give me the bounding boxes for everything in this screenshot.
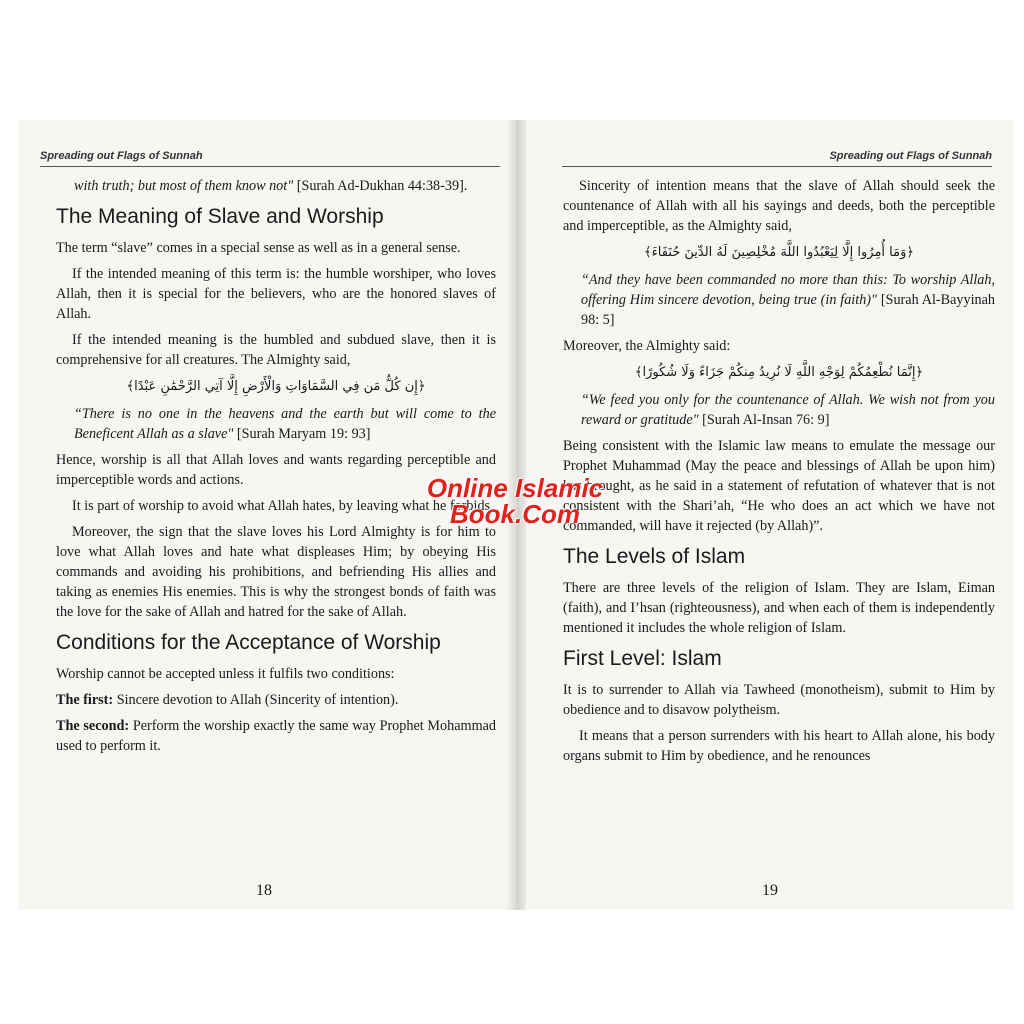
intro-reference: [Surah Ad-Dukhan 44:38-39]. (293, 178, 468, 194)
paragraph: Hence, worship is all that Allah loves and wants regarding perceptible and imperceptible words and actions. (56, 452, 496, 488)
paragraph: There are three levels of the religion of Islam. They are Islam, Eiman (faith), and I’hsan (righteousness), and when each of them is independently mentioned it includes the whole religion of Islam. (563, 580, 995, 636)
text-column (56, 176, 496, 762)
condition-text: Sincere devotion to Allah (Sincerity of intention). (113, 692, 399, 708)
right-page (526, 120, 1014, 910)
section-heading: Conditions for the Acceptance of Worship (56, 631, 441, 654)
verse-reference: [Surah Maryam 19: 93] (233, 426, 371, 442)
verse-translation (56, 404, 496, 444)
paragraph: If the intended meaning is the humbled and subdued slave, then it is comprehensive for all creatures. The Almighty said, (56, 332, 496, 368)
paragraph: Moreover, the Almighty said: (563, 338, 731, 354)
header-rule (40, 166, 500, 167)
intro-quote: with truth; but most of them know not" (74, 178, 294, 194)
translation-text: “We feed you only for the countenance of Allah. We wish not from you reward or gratitude" (581, 392, 995, 428)
header-rule (562, 166, 992, 167)
watermark-line: Online Islamic (426, 473, 604, 503)
translation-text: “And they have been commanded no more than this: To worship Allah, offering Him sincere devotion, being true (in faith)" (581, 272, 995, 308)
intro-paragraph (56, 176, 496, 196)
paragraph: Worship cannot be accepted unless it fulfils two conditions: (56, 666, 395, 682)
verse-reference: [Surah Al-Insan 76: 9] (698, 412, 830, 428)
page-number: 19 (762, 882, 778, 899)
translation-text: “There is no one in the heavens and the earth but will come to the Beneficent Allah as a slave" (74, 406, 496, 442)
paragraph: The term “slave” comes in a special sense as well as in a general sense. (56, 240, 461, 256)
left-page (18, 120, 510, 910)
section-heading: The Levels of Islam (563, 545, 746, 568)
running-head: Spreading out Flags of Sunnah (40, 150, 203, 162)
paragraph: If the intended meaning of this term is: the humble worshiper, who loves Allah, then it is special for the believers, who are the honored slaves of Allah. (56, 266, 496, 322)
condition-second (56, 716, 496, 756)
arabic-verse: ﴿إِن كُلُّ مَن فِي السَّمَاوَاتِ وَالْأَرْضِ إِلَّا آتِي الرَّحْمَٰنِ عَبْدًا﴾ (126, 379, 426, 394)
verse-reference: [Surah Al-Bayyinah 98: 5] (581, 292, 996, 328)
arabic-verse: ﴿وَمَا أُمِرُوا إِلَّا لِيَعْبُدُوا اللَّهَ مُخْلِصِينَ لَهُ الدِّينَ حُنَفَاءَ﴾ (644, 245, 914, 260)
paragraph: Moreover, the sign that the slave loves his Lord Almighty is for him to love what Allah loves and hate what displeases Him; by obeying His commands and avoiding his prohibitions, and befriending His allies and taking as enemies His enemies. This is why the strongest bonds of faith was the love for the sake of Allah and hatred for the sake of Allah. (56, 524, 496, 620)
verse-translation (563, 390, 995, 430)
page-number: 18 (256, 882, 272, 899)
condition-text: Perform the worship exactly the same way Prophet Mohammad used to perform it. (56, 718, 496, 754)
arabic-verse: ﴿إِنَّمَا نُطْعِمُكُمْ لِوَجْهِ اللَّهِ لَا نُرِيدُ مِنكُمْ جَزَاءً وَلَا شُكُورًا﴾ (634, 365, 924, 380)
book-spread (18, 120, 1014, 910)
text-column (563, 176, 995, 772)
paragraph: It is part of worship to avoid what Allah hates, by leaving what he forbids. (72, 498, 494, 514)
section-heading: First Level: Islam (563, 647, 722, 670)
paragraph: Being consistent with the Islamic law means to emulate the message our Prophet Muhammad (May the peace and blessings of Allah be upon him) has brought, as he said in a statement of refutation of whatever that is not consistent with the Shari’ah, “He who does an act which we have not commanded, will have it rejected (by Allah)”. (563, 438, 995, 534)
paragraph: Sincerity of intention means that the slave of Allah should seek the countenance of Allah with all his sayings and deeds, both the perceptible and imperceptible, as the Almighty said, (563, 178, 995, 234)
section-heading: The Meaning of Slave and Worship (56, 205, 384, 228)
paragraph: It means that a person surrenders with his heart to Allah alone, his body organs submit to Him by obedience, and he renounces (563, 728, 995, 764)
condition-label: The second: (56, 718, 130, 734)
paragraph: It is to surrender to Allah via Tawheed (monotheism), submit to Him by obedience and to disavow polytheism. (563, 682, 995, 718)
running-head: Spreading out Flags of Sunnah (829, 150, 992, 162)
condition-label: The first: (56, 692, 114, 708)
watermark-line: Book.Com (450, 499, 580, 529)
condition-first (56, 690, 496, 710)
verse-translation (563, 270, 995, 330)
